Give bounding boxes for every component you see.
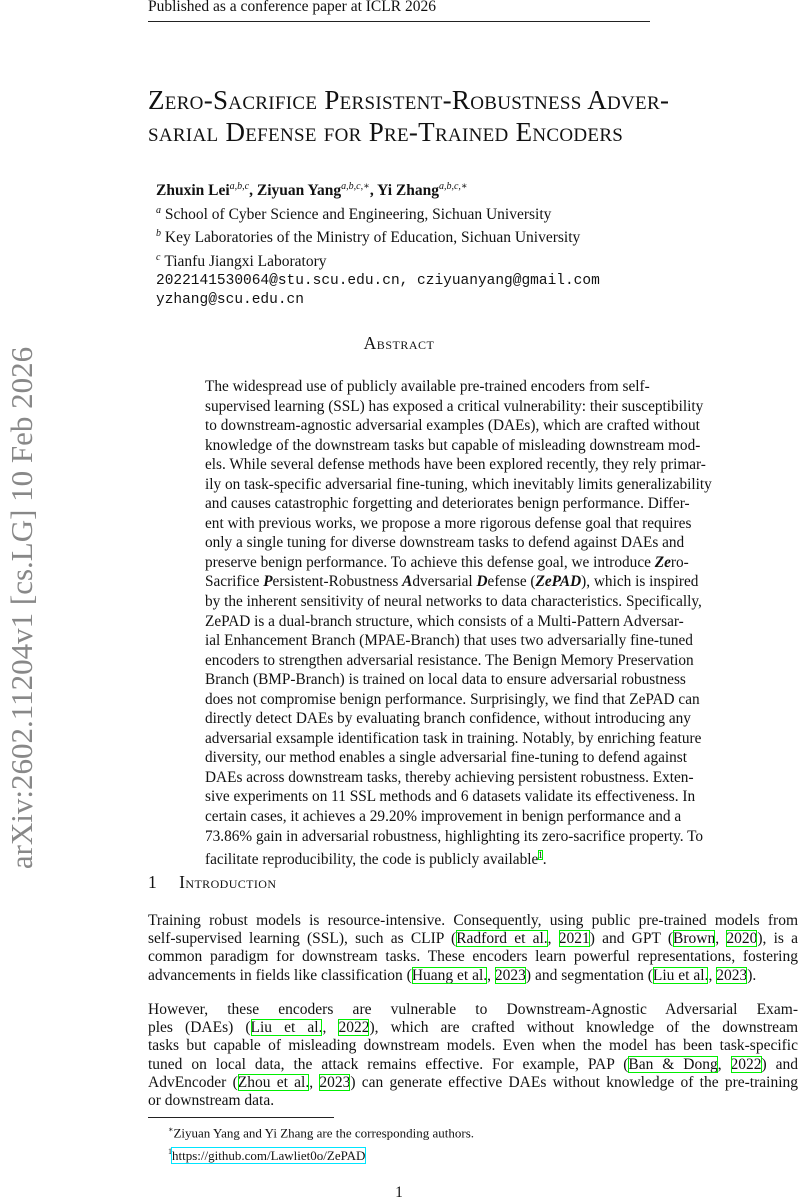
footnote-ref-link[interactable]: 1 xyxy=(538,850,543,861)
title-line: sarial Defense for Pre-Trained Encoders xyxy=(148,117,624,147)
emphasis-text: A xyxy=(402,573,413,591)
citation-link[interactable]: 2022 xyxy=(338,1019,370,1037)
footnote xyxy=(168,1142,474,1164)
text-line: preserve benign performance. To achieve this defense goal, we introduce Zero- xyxy=(205,553,689,571)
text-line: tasks but capable of misleading downstream models. Even when the model has been task-specific xyxy=(148,1037,798,1055)
citation-link[interactable]: Liu et al. xyxy=(652,966,709,984)
intro-paragraph xyxy=(148,1001,798,1110)
footnote xyxy=(168,1120,474,1142)
text-line: AdvEncoder (Zhou et al., 2023) can generate effective DAEs without knowledge of the pre-training xyxy=(148,1073,798,1091)
citation-link[interactable]: Huang et al. xyxy=(411,966,488,984)
text-line: by the inherent sensitivity of neural networks to data characteristics. Specifically, xyxy=(205,593,702,611)
affiliation-mark: c xyxy=(156,251,161,263)
emphasis-text: ZePAD xyxy=(535,573,582,591)
text-line: However, these encoders are vulnerable to Downstream-Agnostic Adversarial Exam- xyxy=(148,1001,798,1018)
author-affiliation-mark: a,b,c xyxy=(229,181,250,192)
paper-title xyxy=(148,84,798,148)
section-number: 1 xyxy=(148,872,158,892)
arxiv-identifier: arXiv:2602.11204v1 [cs.LG] 10 Feb 2026 xyxy=(4,346,39,870)
text-line: 73.86% gain in adversarial robustness, highlighting its zero-sacrifice property. To xyxy=(205,827,704,845)
section-heading-introduction xyxy=(148,872,298,893)
intro-paragraph xyxy=(148,912,798,985)
text-line: and causes catastrophic forgetting and deteriorates benign performance. Differ- xyxy=(205,495,690,513)
text-line: DAEs across downstream tasks, thereby achieving persistent robustness. Exten- xyxy=(205,768,694,786)
text-line: or downstream data. xyxy=(148,1092,275,1110)
section-title: Introduction xyxy=(179,872,277,892)
text-line: ples (DAEs) (Liu et al., 2022), which are crafted without knowledge of the downstream xyxy=(148,1019,798,1037)
author-name: Yi Zhang xyxy=(377,182,439,200)
footnote-mark: ∗ xyxy=(168,1125,174,1134)
citation-link[interactable]: 2023 xyxy=(716,966,748,984)
affiliation-mark: b xyxy=(156,228,161,240)
affiliation xyxy=(156,248,600,272)
affiliation-text: Key Laboratories of the Ministry of Education, Sichuan University xyxy=(164,229,581,247)
text-line: ZePAD is a dual-branch structure, which consists of a Multi-Pattern Adversar- xyxy=(205,612,684,630)
abstract-heading: Abstract xyxy=(363,333,435,353)
page-number: 1 xyxy=(395,1184,403,1201)
affiliation-mark: a xyxy=(156,204,161,216)
text-line: adversarial exsample identification task in training. Notably, by enriching feature xyxy=(205,729,702,747)
citation-link[interactable]: Zhou et al. xyxy=(237,1073,310,1091)
citation-link[interactable]: Ban & Dong xyxy=(628,1055,718,1073)
code-url-link[interactable]: https://github.com/Lawliet0o/ZePAD xyxy=(172,1147,366,1163)
author-affiliation-mark: a,b,c,∗ xyxy=(341,181,370,192)
text-line: only a single tuning for diverse downstream tasks to defend against DAEs and xyxy=(205,534,685,552)
text-line: certain cases, it achieves a 29.20% improvement in benign performance and a xyxy=(205,808,682,826)
footnote-mark: 1 xyxy=(168,1147,172,1157)
author-name: Zhuxin Lei xyxy=(156,182,230,200)
text-line: facilitate reproducibility, the code is publicly available$^1$. xyxy=(205,850,547,869)
text-line: self-supervised learning (SSL), such as CLIP (Radford et al., 2021) and GPT (Brown, 2020), is a xyxy=(148,930,798,948)
text-line: The widespread use of publicly available pre-trained encoders from self- xyxy=(205,378,650,395)
author-block xyxy=(156,177,600,311)
emphasis-text: Ze xyxy=(654,553,671,571)
emphasis-text: D xyxy=(476,573,488,591)
emphasis-text: P xyxy=(263,573,273,591)
text-line: supervised learning (SSL) has exposed a critical vulnerability: their susceptibility xyxy=(205,397,704,415)
citation-link[interactable]: 2023 xyxy=(494,966,526,984)
citation-link[interactable]: Brown xyxy=(673,930,716,948)
text-line: encoders to strengthen adversarial resistance. The Benign Memory Preservation xyxy=(205,651,694,669)
footnote-rule xyxy=(148,1117,334,1118)
author-name: Ziyuan Yang xyxy=(256,182,342,200)
text-line: advancements in fields like classification (Huang et al., 2023) and segmentation (Liu et al., 2023). xyxy=(148,966,757,984)
abstract-body xyxy=(205,377,712,870)
text-line: common paradigm for downstream tasks. These encoders learn powerful representations, fostering xyxy=(148,948,798,966)
citation-link[interactable]: 2020 xyxy=(726,930,758,948)
text-line: does not compromise benign performance. Surprisingly, we find that ZePAD can xyxy=(205,690,700,708)
text-line: sive experiments on 11 SSL methods and 6 datasets validate its effectiveness. In xyxy=(205,788,696,806)
text-line: ial Enhancement Branch (MPAE-Branch) that uses two adversarially fine-tuned xyxy=(205,632,693,650)
author-emails: yzhang@scu.edu.cn xyxy=(156,292,304,309)
text-line: diversity, our method enables a single adversarial fine-tuning to defend against xyxy=(205,749,687,767)
text-line: Branch (BMP-Branch) is trained on local data to ensure adversarial robustness xyxy=(205,671,686,689)
running-header: Published as a conference paper at ICLR 2026 xyxy=(148,0,436,15)
footnote-text: Ziyuan Yang and Yi Zhang are the corresponding authors. xyxy=(173,1125,475,1141)
text-line: Training robust models is resource-intensive. Consequently, using public pre-trained models from xyxy=(148,912,798,929)
text-line: directly detect DAEs by evaluating branch confidence, without introducing any xyxy=(205,710,691,728)
author-names: Zhuxin Lei$^{a,b,c}$, Ziyuan Yang$^{a,b,c,∗}$, Yi Zhang$^{a,b,c,∗}$ xyxy=(156,181,468,200)
affiliation xyxy=(156,201,600,225)
author-emails: 2022141530064@stu.scu.edu.cn, cziyuanyang@gmail.com xyxy=(156,272,600,289)
citation-link[interactable]: 2022 xyxy=(730,1055,762,1073)
header-rule xyxy=(148,21,650,22)
title-line: Zero-Sacrifice Persistent-Robustness Adver- xyxy=(148,85,670,115)
citation-link[interactable]: Liu et al. xyxy=(250,1019,323,1037)
text-line: Sacrifice Persistent-Robustness Adversarial Defense (ZePAD), which is inspired xyxy=(205,573,699,591)
text-line: ily on task-specific adversarial fine-tuning, which inevitably limits generalizability xyxy=(205,475,712,493)
citation-link[interactable]: 2021 xyxy=(558,930,590,948)
affiliation xyxy=(156,224,600,248)
text-line: ent with previous works, we propose a more rigorous defense goal that requires xyxy=(205,514,692,532)
text-line: els. While several defense methods have been explored recently, they rely primar- xyxy=(205,456,706,474)
text-line: knowledge of the downstream tasks but capable of misleading downstream mod- xyxy=(205,436,701,454)
author-affiliation-mark: a,b,c,∗ xyxy=(438,181,468,192)
text-line: to downstream-agnostic adversarial examples (DAEs), which are crafted without xyxy=(205,417,700,435)
citation-link[interactable]: 2023 xyxy=(319,1073,351,1091)
citation-link[interactable]: Radford et al. xyxy=(456,930,548,948)
affiliation-text: School of Cyber Science and Engineering, Sichuan University xyxy=(164,205,552,223)
footnotes xyxy=(168,1120,474,1165)
text-line: tuned on local data, the attack remains effective. For example, PAP (Ban & Dong, 2022) and xyxy=(148,1055,798,1073)
affiliation-text: Tianfu Jiangxi Laboratory xyxy=(164,253,327,271)
